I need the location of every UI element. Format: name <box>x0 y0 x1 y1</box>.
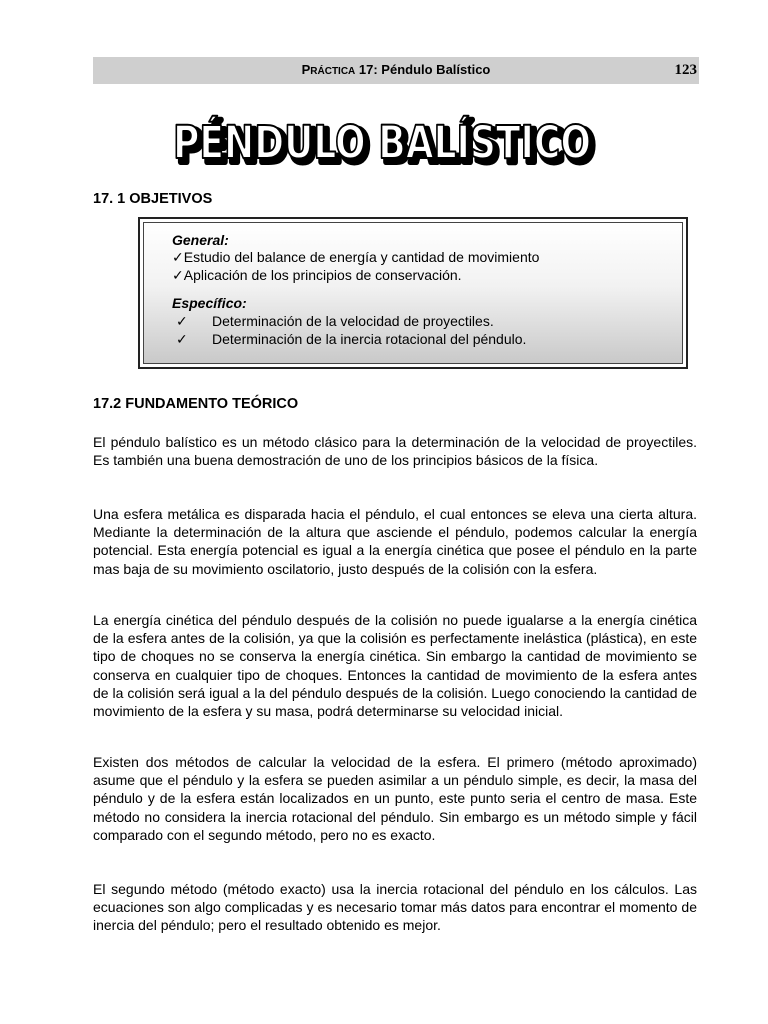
chapter-title-art <box>0 112 768 172</box>
section-heading-theory: 17.2 FUNDAMENTO TEÓRICO <box>93 396 299 412</box>
chapter-title-svg <box>164 112 604 172</box>
running-header <box>93 57 699 84</box>
check-icon: ✓ <box>176 313 188 329</box>
header-title <box>93 62 699 77</box>
specific-item-text: Determinación de la inercia rotacional del péndulo. <box>212 331 527 347</box>
title-text: PÉNDULO BALÍSTICO <box>173 116 591 169</box>
general-item-text: Estudio del balance de energía y cantidad de movimiento <box>183 249 540 265</box>
paragraph: El segundo método (método exacto) usa la inercia rotacional del péndulo en los cálculos. Las ecuaciones son algo complicadas y es necesario tomar más datos para encontrar el momento de inercia del péndulo; pero el resultado obtenido es mejor. <box>93 881 697 934</box>
title-shadow: PÉNDULO BALÍSTICO <box>177 120 595 172</box>
objectives-box <box>138 217 688 369</box>
section-heading-objectives: 17. 1 OBJETIVOS <box>93 191 213 207</box>
specific-item <box>172 313 494 330</box>
page-number: 123 <box>674 62 697 78</box>
general-item <box>172 249 539 266</box>
paragraph: Una esfera metálica es disparada hacia el péndulo, el cual entonces se eleva una cierta altura. Mediante la determinación de la altura que asciende el péndulo, podemos calcular la energía potencial. Esta energía potencial es igual a la energía cinética que posee el péndulo en la parte mas baja de su movimiento oscilatorio, justo después de la colisión con la esfera. <box>93 506 697 577</box>
check-icon: ✓ <box>172 249 184 265</box>
header-title-smallcaps: RÁCTICA <box>310 66 356 77</box>
paragraph: El péndulo balístico es un método clásico para la determinación de la velocidad de proyectiles. Es también una buena demostración de uno de los principios básicos de la física. <box>93 434 697 469</box>
header-title-main: 17: Péndulo Balístico <box>355 62 491 77</box>
header-title-initial: P <box>301 62 311 77</box>
paragraph: Existen dos métodos de calcular la velocidad de la esfera. El primero (método aproximado) asume que el péndulo y la esfera se pueden asimilar a un péndulo simple, es decir, la masa del péndulo y de la esfera están localizados en un punto, este punto seria el centro de masa. Este método no considera la inercia rotacional del péndulo. Sin embargo es un método simple y fácil comparado con el segundo método, pero no es exacto. <box>93 754 697 843</box>
specific-item-text: Determinación de la velocidad de proyectiles. <box>212 313 494 329</box>
specific-item <box>172 331 526 348</box>
general-item <box>172 267 462 284</box>
objectives-box-inner <box>143 222 683 364</box>
general-label: General: <box>172 232 229 248</box>
paragraph: La energía cinética del péndulo después de la colisión no puede igualarse a la energía cinética de la esfera antes de la colisión, ya que la colisión es perfectamente inelástica (plástica), en este tipo de choques no se conserva la energía cinética. Sin embargo la cantidad de movimiento se conserva en cualquier tipo de choques. Entonces la cantidad de movimiento de la esfera antes de la colisión será igual a la del péndulo después de la colisión. Luego conociendo la cantidad de movimiento de la esfera y su masa, podrá determinarse su velocidad inicial. <box>93 612 697 720</box>
general-item-text: Aplicación de los principios de conservación. <box>183 267 462 283</box>
check-icon: ✓ <box>172 267 184 283</box>
check-icon: ✓ <box>176 331 188 347</box>
specific-label: Específico: <box>172 295 247 311</box>
